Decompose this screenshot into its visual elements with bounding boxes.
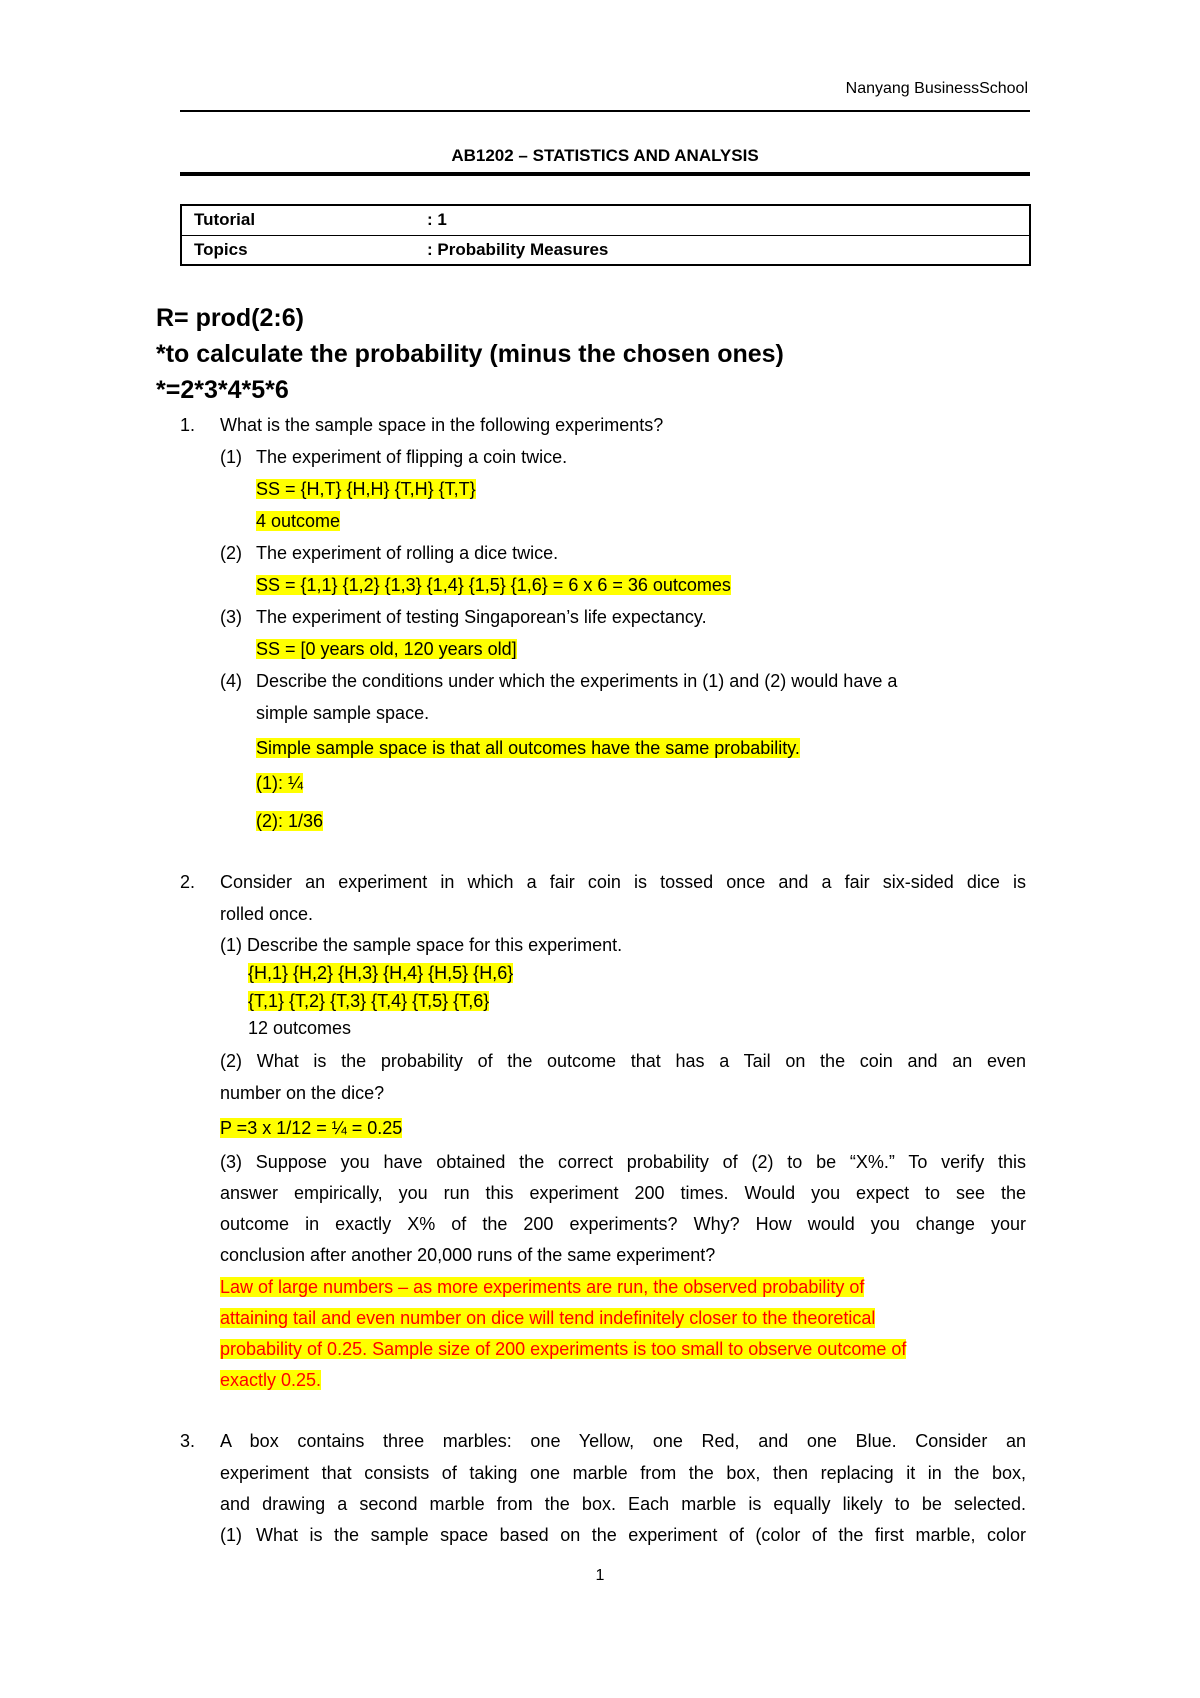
highlight: SS = {1,1} {1,2} {1,3} {1,4} {1,5} {1,6} = 6 x 6 = 36 outcomes xyxy=(256,575,731,595)
info-label: Tutorial xyxy=(194,210,256,229)
info-value: : 1 xyxy=(427,210,447,229)
q3-text-3: and drawing a second marble from the box. Each marble is equally likely to be selected. xyxy=(220,1494,1026,1514)
highlight: {T,1} {T,2} {T,3} {T,4} {T,5} {T,6} xyxy=(248,991,490,1011)
info-value: : Probability Measures xyxy=(427,240,609,259)
header-rule xyxy=(180,110,1030,112)
info-row-tutorial xyxy=(182,206,1029,236)
q2-p3-text-3: outcome in exactly X% of the 200 experiments? Why? How would you change your xyxy=(220,1214,1026,1234)
school-name: Nanyang BusinessSchool xyxy=(845,80,1028,97)
q2-p1-answer-2 xyxy=(248,990,489,1012)
q1-p2-label: (2) xyxy=(220,543,242,563)
q2-p2-text-2: number on the dice? xyxy=(220,1083,385,1103)
highlight: probability of 0.25. Sample size of 200 experiments is too small to observe outcome of xyxy=(220,1339,907,1359)
q1-p2-text: The experiment of rolling a dice twice. xyxy=(256,543,559,563)
q2-p3-text-2: answer empirically, you run this experiment 200 times. Would you expect to see the xyxy=(220,1183,1026,1203)
q2-p3-text-1: (3) Suppose you have obtained the correct probability of (2) to be “X%.” To verify this xyxy=(220,1152,1026,1172)
q2-p3-answer-2 xyxy=(220,1307,875,1329)
info-table xyxy=(180,204,1031,266)
highlight: P =3 x 1/12 = ¼ = 0.25 xyxy=(220,1118,403,1138)
note-line-3: *=2*3*4*5*6 xyxy=(156,376,289,404)
q1-p3-answer xyxy=(256,638,517,660)
info-row-topics xyxy=(182,236,1029,264)
highlight: 4 outcome xyxy=(256,511,341,531)
note-line-1: R= prod(2:6) xyxy=(156,304,304,332)
q2-p3-answer-3 xyxy=(220,1338,906,1360)
q2-p1-answer-1 xyxy=(248,962,513,984)
note-line-2: *to calculate the probability (minus the chosen ones) xyxy=(156,340,784,368)
highlight: Simple sample space is that all outcomes have the same probability. xyxy=(256,738,800,758)
highlight: attaining tail and even number on dice will tend indefinitely closer to the theoretical xyxy=(220,1308,876,1328)
q1-p4-answer-2 xyxy=(256,772,303,794)
q1-text: What is the sample space in the following experiments? xyxy=(220,415,664,435)
q1-p1-text: The experiment of flipping a coin twice. xyxy=(256,447,568,467)
highlight: Law of large numbers – as more experiments are run, the observed probability of xyxy=(220,1277,865,1297)
q2-text-2: rolled once. xyxy=(220,904,314,924)
q1-p3-label: (3) xyxy=(220,607,242,627)
q1-number: 1. xyxy=(180,415,196,435)
q2-p1-text: (1) Describe the sample space for this experiment. xyxy=(220,935,623,955)
q1-p1-answer-2 xyxy=(256,510,340,532)
highlight: {H,1} {H,2} {H,3} {H,4} {H,5} {H,6} xyxy=(248,963,514,983)
q3-text-1: A box contains three marbles: one Yellow, one Red, and one Blue. Consider an xyxy=(220,1431,1026,1451)
title-rule xyxy=(180,172,1030,176)
highlight: SS = {H,T} {H,H} {T,H} {T,T} xyxy=(256,479,476,499)
q2-p3-answer-1 xyxy=(220,1276,864,1298)
q3-p1-label: (1) xyxy=(220,1525,242,1545)
q3-text-2: experiment that consists of taking one marble from the box, then replacing it in the box, xyxy=(220,1463,1026,1483)
q2-p2-text-1: (2) What is the probability of the outcome that has a Tail on the coin and an even xyxy=(220,1051,1026,1071)
q3-p1-text: What is the sample space based on the experiment of (color of the first marble, color xyxy=(256,1525,1026,1545)
q2-text-1: Consider an experiment in which a fair coin is tossed once and a fair six-sided dice is xyxy=(220,872,1026,892)
q2-p3-answer-4 xyxy=(220,1369,321,1391)
q1-p4-answer-3 xyxy=(256,810,323,832)
q3-number: 3. xyxy=(180,1431,196,1451)
q1-p4-label: (4) xyxy=(220,671,242,691)
q1-p3-text: The experiment of testing Singaporean’s life expectancy. xyxy=(256,607,707,627)
q2-p2-answer xyxy=(220,1117,402,1139)
q1-p1-answer-1 xyxy=(256,478,476,500)
info-label: Topics xyxy=(194,240,248,259)
q1-p1-label: (1) xyxy=(220,447,242,467)
highlight: (2): 1/36 xyxy=(256,811,324,831)
q1-p4-text-1: Describe the conditions under which the experiments in (1) and (2) would have a xyxy=(256,671,898,691)
highlight: exactly 0.25. xyxy=(220,1370,322,1390)
q1-p4-text-2: simple sample space. xyxy=(256,703,430,723)
q2-p3-text-4: conclusion after another 20,000 runs of the same experiment? xyxy=(220,1245,716,1265)
highlight: SS = [0 years old, 120 years old] xyxy=(256,639,517,659)
q2-p1-answer-3: 12 outcomes xyxy=(248,1018,352,1038)
q1-p4-answer-1 xyxy=(256,737,800,759)
page-number: 1 xyxy=(595,1567,605,1584)
q1-p2-answer xyxy=(256,574,731,596)
course-title: AB1202 – STATISTICS AND ANALYSIS xyxy=(451,146,759,165)
q2-number: 2. xyxy=(180,872,196,892)
highlight: (1): ¼ xyxy=(256,773,304,793)
